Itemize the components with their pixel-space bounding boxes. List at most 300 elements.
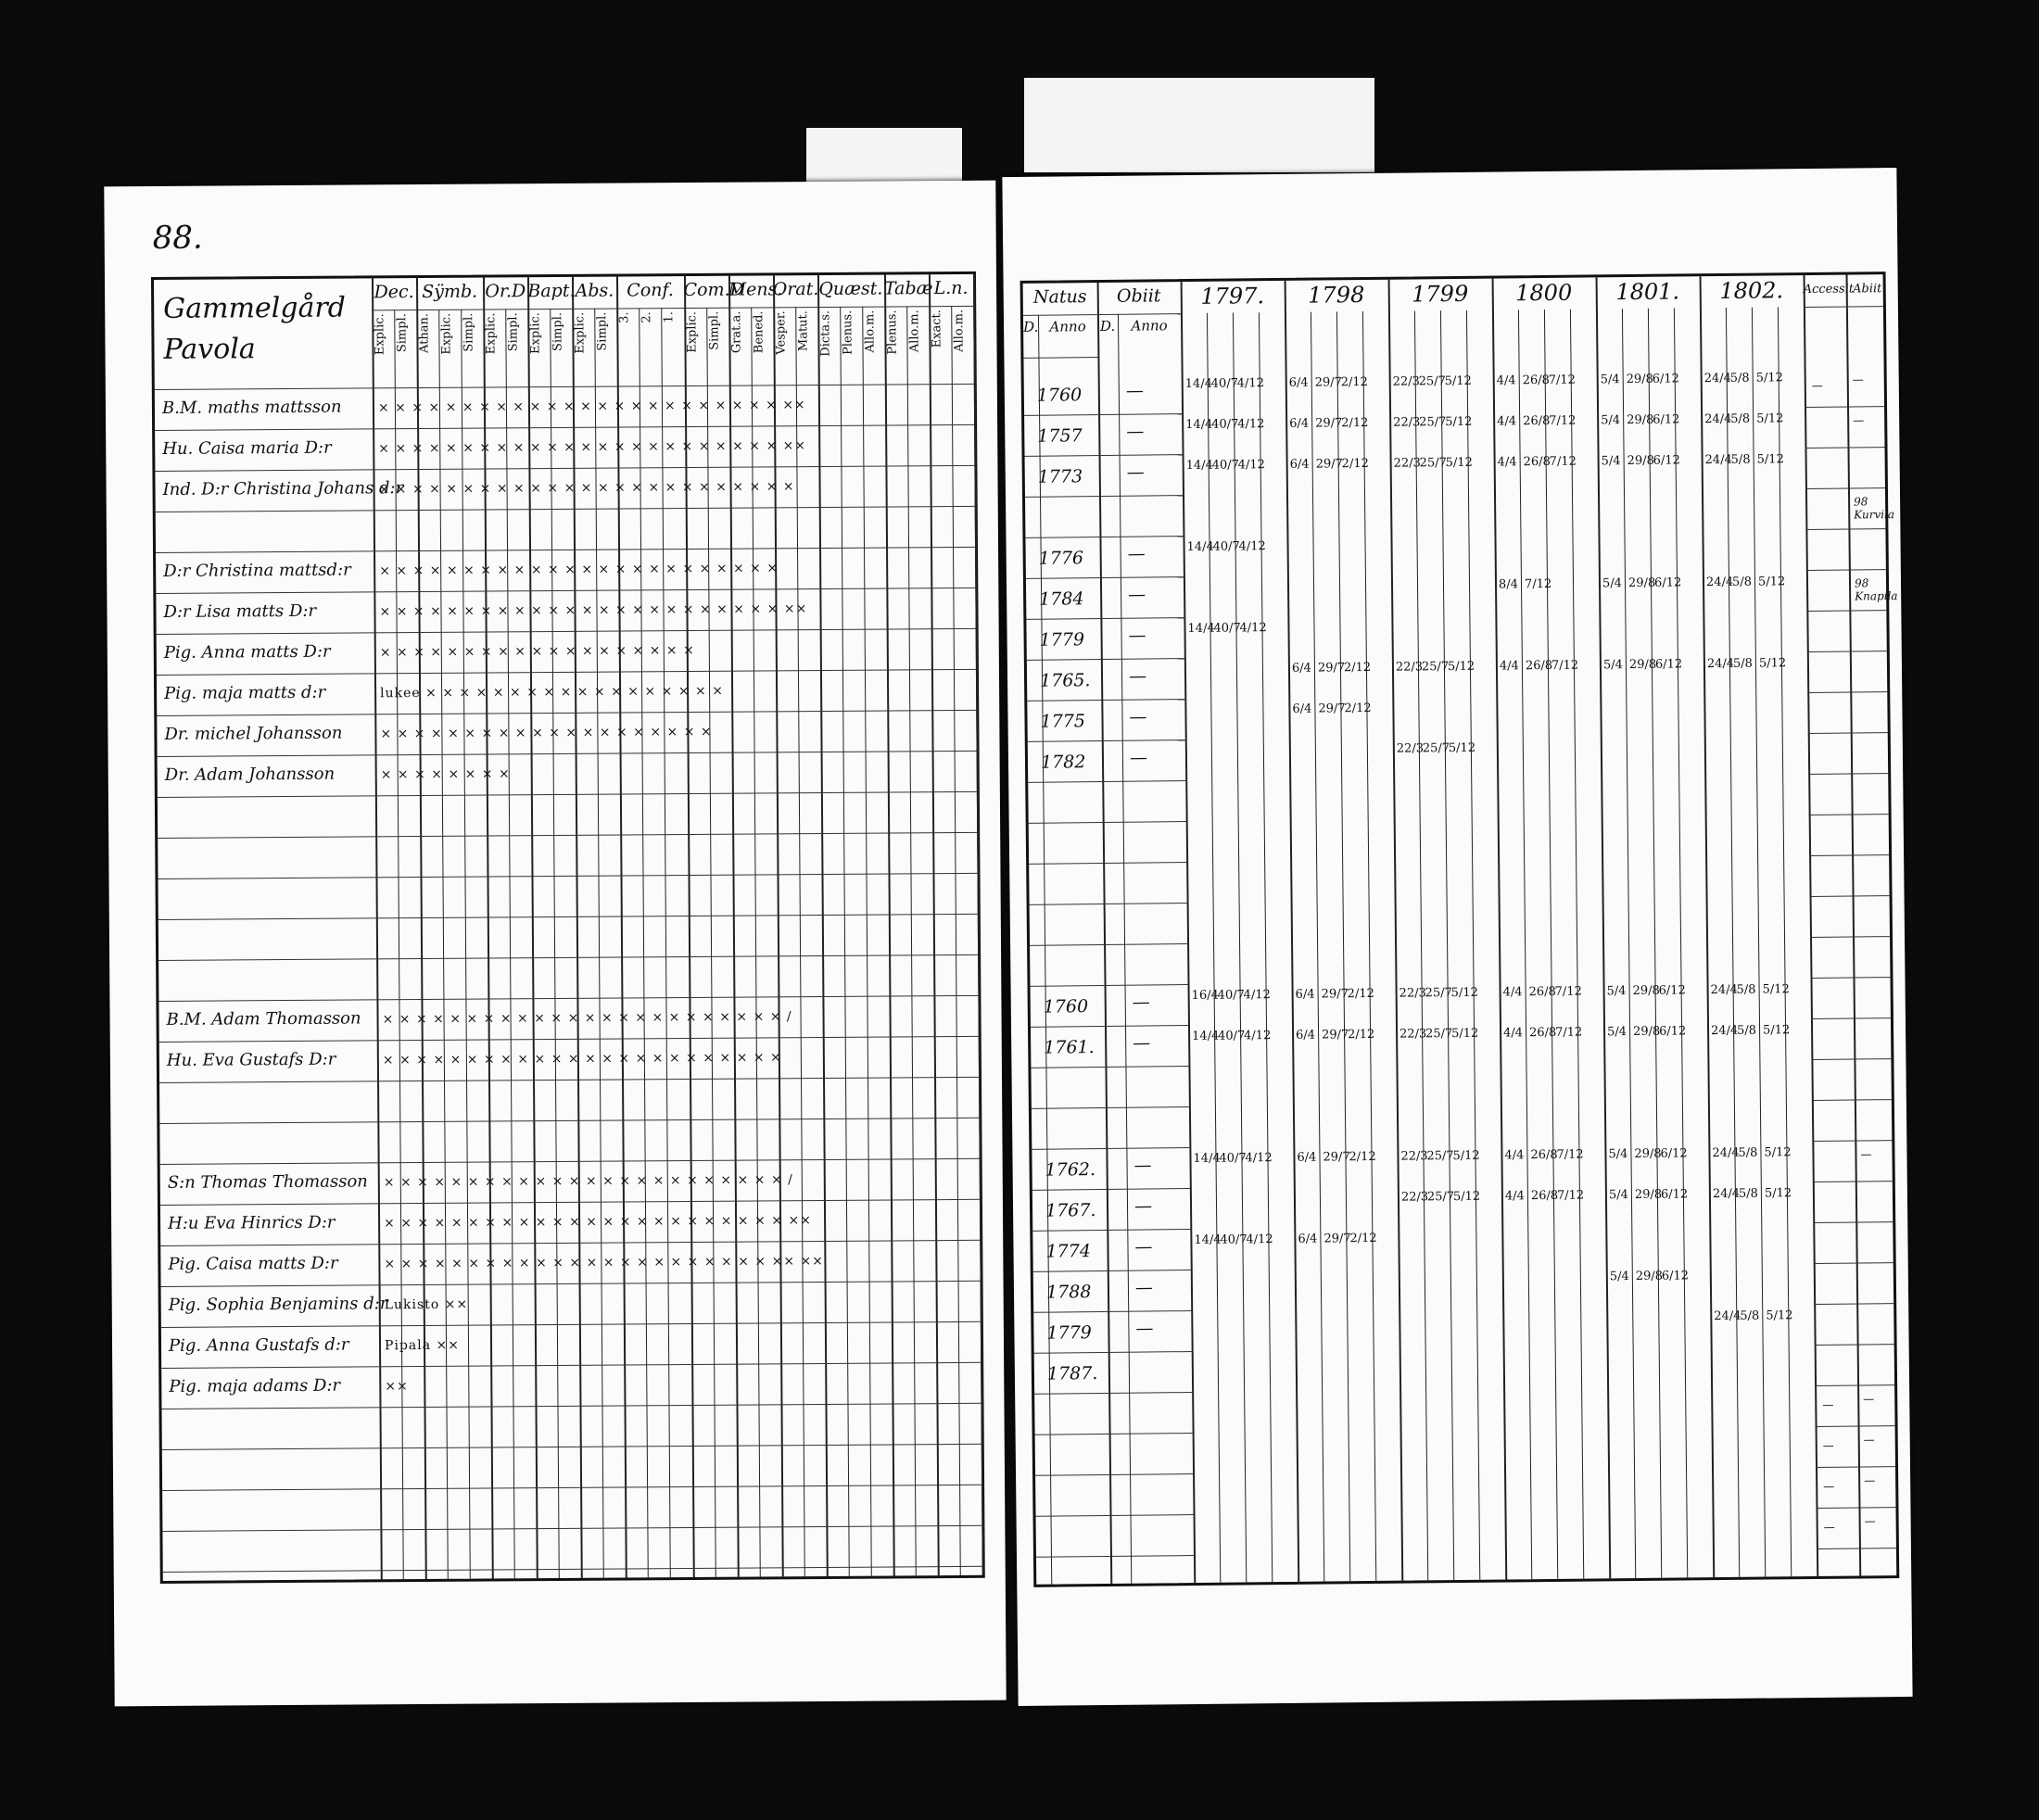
person-name: Ind. D:r Christina Johans d:r	[162, 478, 404, 499]
exam-fraction: 5/12	[1445, 455, 1473, 471]
row-line	[158, 751, 977, 757]
exam-fraction: 5/8	[1736, 982, 1756, 997]
exam-fraction: 4/12	[1245, 1151, 1273, 1166]
catechism-marks: × × × × × × × × × × × × × × × × × × × × × × × × /	[382, 1009, 792, 1028]
column-subheader: Simpl.	[706, 310, 722, 350]
exam-fraction: 4/4	[1503, 1026, 1524, 1041]
exam-fraction: 24/4	[1704, 452, 1732, 468]
exam-fraction: 7/12	[1556, 1147, 1584, 1162]
exam-fraction: 22/3	[1400, 1149, 1428, 1164]
year-sub-divider	[1752, 308, 1766, 1577]
exam-fraction: 25/7	[1426, 1190, 1455, 1205]
column-subheader: Plenus.	[841, 310, 855, 355]
column-subheader: Allo.m.	[863, 310, 878, 353]
exam-fraction: 14/4	[1194, 1232, 1222, 1247]
column-header-10: Quæst.	[818, 278, 883, 299]
row-line	[161, 1321, 981, 1328]
column-subheader: Bened.	[751, 310, 766, 354]
exam-fraction: 7/12	[1555, 1025, 1583, 1040]
exam-fraction: 29/8	[1632, 983, 1660, 999]
abiit-entry	[1854, 536, 1911, 537]
exam-fraction: 5/12	[1450, 985, 1478, 1001]
year-sub-divider	[1259, 312, 1273, 1582]
row-line	[1028, 739, 1185, 742]
abiit-entry	[1857, 862, 1915, 863]
person-name: D:r Christina mattsd:r	[163, 560, 351, 581]
year-sub-divider	[1311, 312, 1324, 1582]
column-divider	[616, 277, 627, 1578]
exam-fraction: 5/4	[1601, 454, 1621, 469]
row-line	[1811, 1017, 1891, 1019]
column-subheader: Matut.	[795, 310, 811, 352]
exam-fraction: 6/12	[1653, 453, 1680, 468]
year-sub-divider	[1414, 310, 1428, 1580]
exam-fraction: 26/8	[1529, 1025, 1557, 1041]
catechism-marks: × × × × × × × × × × × × × × × × × × × × × × × × ××	[378, 438, 807, 457]
person-name: D:r Lisa matts D:r	[163, 600, 317, 622]
row-line	[1031, 1025, 1188, 1028]
catechism-marks: × × × × × × × ×	[380, 766, 511, 783]
abiit-entry	[1858, 943, 1916, 944]
exam-fraction: 40/7	[1220, 1232, 1247, 1247]
death-year: —	[1134, 1277, 1154, 1298]
exam-fraction: 6/4	[1289, 416, 1310, 431]
birth-year: 1760	[1043, 996, 1089, 1017]
row-line	[1809, 814, 1889, 815]
exam-fraction: 5/12	[1448, 740, 1476, 756]
exam-fraction: 14/4	[1187, 621, 1215, 637]
row-line	[1815, 1344, 1894, 1346]
exam-fraction: 29/8	[1627, 575, 1656, 591]
catechism-marks: Lukisto ××	[384, 1296, 469, 1313]
column-divider	[973, 274, 984, 1575]
exam-fraction: 5/12	[1452, 1189, 1481, 1205]
exam-fraction: 7/12	[1549, 413, 1577, 428]
year-divider	[1700, 276, 1716, 1577]
sub-divider	[751, 308, 761, 1577]
column-subheader: Explic.	[439, 312, 454, 355]
exam-fraction: 25/7	[1426, 1149, 1454, 1164]
sub-divider	[906, 306, 917, 1575]
death-year: —	[1126, 461, 1145, 483]
exam-fraction: 2/12	[1349, 1231, 1377, 1246]
exam-fraction: 2/12	[1340, 374, 1369, 390]
exam-fraction: 6/4	[1291, 661, 1311, 676]
exam-fraction: 29/7	[1322, 1028, 1349, 1043]
row-line	[155, 465, 974, 472]
header-bottom-line	[1023, 357, 1097, 359]
row-line	[160, 1158, 980, 1165]
exam-fraction: 22/3	[1400, 1190, 1429, 1205]
exam-fraction: 25/7	[1418, 374, 1447, 389]
accessit-entry: —	[1822, 1397, 1834, 1411]
person-name	[167, 1131, 375, 1132]
accessit-header-line	[1804, 306, 1883, 308]
exam-fraction: 2/12	[1341, 415, 1369, 431]
exam-fraction: 4/4	[1499, 659, 1519, 674]
accessit-entry: —	[1822, 1438, 1834, 1452]
row-line	[1805, 487, 1885, 489]
column-header-6: Conf.	[627, 280, 674, 301]
row-line	[1029, 821, 1186, 824]
year-divider	[1285, 281, 1300, 1582]
exam-fraction: 4/12	[1243, 988, 1271, 1003]
row-line	[157, 669, 976, 676]
exam-fraction: 29/7	[1317, 661, 1346, 676]
row-line	[1811, 1058, 1891, 1060]
row-line	[1033, 1310, 1191, 1313]
exam-fraction: 14/4	[1186, 539, 1214, 555]
death-year: —	[1127, 584, 1146, 605]
left-register-table	[151, 272, 985, 1584]
birth-year: 1788	[1045, 1282, 1092, 1303]
abiit-entry	[1859, 1066, 1917, 1067]
row-line	[1032, 1147, 1189, 1150]
column-header-5: Abs.	[575, 280, 614, 301]
row-line	[1034, 1392, 1192, 1395]
person-name: Hu. Caisa maria D:r	[162, 437, 332, 459]
person-name: H:u Eva Hinrics D:r	[168, 1212, 336, 1233]
row-line	[1027, 699, 1184, 701]
exam-fraction: 25/7	[1419, 456, 1447, 471]
death-year: —	[1133, 1155, 1152, 1176]
exam-fraction: 29/7	[1318, 701, 1346, 716]
catechism-marks: × × × × × × × × × × × × × × × × × × × × × × × ×	[382, 1050, 782, 1068]
row-line	[159, 1036, 979, 1043]
column-subheader: Simpl.	[595, 311, 610, 351]
person-name	[166, 967, 374, 969]
birth-year: 1773	[1037, 466, 1083, 487]
row-line	[1025, 454, 1183, 457]
row-line	[1032, 1229, 1190, 1232]
sub-divider	[595, 309, 605, 1578]
abiit-entry: —	[1863, 1433, 1875, 1447]
year-sub-divider	[1466, 310, 1480, 1580]
column-subheader: Simpl.	[395, 313, 410, 353]
exam-fraction: 5/12	[1451, 1026, 1479, 1042]
exam-fraction: 26/8	[1530, 1147, 1558, 1163]
person-name: Pig. maja matts d:r	[164, 682, 326, 703]
row-line	[1024, 413, 1182, 416]
death-year: —	[1133, 1195, 1153, 1217]
accessit-header: Accessit	[1803, 282, 1855, 297]
right-register-table	[1020, 272, 1900, 1587]
exam-fraction: 5/8	[1738, 1186, 1758, 1201]
column-header-3: Or.D	[485, 281, 526, 302]
row-line	[1036, 1555, 1194, 1558]
exam-fraction: 4/4	[1496, 373, 1516, 388]
exam-fraction: 7/12	[1551, 658, 1579, 673]
birth-year: 1782	[1040, 752, 1086, 773]
exam-fraction: 4/12	[1238, 539, 1266, 554]
column-subheader: Allo.m.	[952, 309, 967, 352]
abiit-entry	[1860, 1106, 1918, 1107]
row-line	[1812, 1140, 1892, 1142]
obiit-divider	[1181, 282, 1197, 1583]
row-line	[1805, 528, 1885, 530]
row-line	[159, 1118, 979, 1124]
accessit-entry: —	[1823, 1520, 1835, 1534]
catechism-marks: × × × × × × × × × × × × × × × × × × × × × × × × ××	[384, 1213, 812, 1232]
row-line	[1816, 1466, 1895, 1468]
exam-fraction: 6/12	[1659, 1024, 1687, 1039]
abiit-entry: —	[1853, 413, 1865, 427]
row-line	[1030, 903, 1187, 905]
row-line	[163, 1566, 982, 1573]
exam-fraction: 26/8	[1523, 413, 1551, 429]
birth-year: 1760	[1036, 385, 1083, 406]
exam-fraction: 40/7	[1219, 1151, 1247, 1166]
exam-fraction: 5/12	[1445, 414, 1473, 430]
exam-fraction: 5/4	[1606, 984, 1627, 999]
header-bottom-line	[155, 384, 974, 390]
exam-fraction: 6/12	[1652, 372, 1679, 386]
exam-fraction: 6/4	[1292, 701, 1312, 716]
column-divider	[817, 275, 829, 1576]
exam-fraction: 14/4	[1185, 417, 1213, 433]
catechism-marks: × × × × × × × × × × × × × × × × × × × × × × × × ××	[377, 398, 806, 416]
exam-fraction: 22/3	[1399, 1027, 1427, 1042]
column-header-1: Dec.	[374, 282, 414, 303]
exam-fraction: 4/4	[1502, 985, 1523, 1000]
obiit-d-header: D.	[1099, 317, 1116, 335]
farm-name-line: Gammelgård	[163, 291, 347, 325]
row-line	[1810, 936, 1890, 938]
year-header-5: 1801.	[1615, 278, 1680, 306]
abiit-entry	[1857, 821, 1915, 822]
row-line	[162, 1525, 982, 1532]
catechism-marks: × × × × × × × × × × × × × × × × × × × × × × × × /	[383, 1172, 793, 1191]
column-divider	[572, 277, 583, 1578]
exam-fraction: 24/4	[1712, 1186, 1741, 1202]
year-sub-divider	[1518, 310, 1532, 1579]
year-divider	[1804, 275, 1819, 1576]
birth-year: 1757	[1037, 425, 1083, 447]
catechism-marks: × × × × × × × × × × × × × × × × × × × ×	[380, 724, 713, 742]
exam-fraction: 29/8	[1635, 1269, 1664, 1284]
exam-fraction: 29/7	[1315, 416, 1343, 431]
exam-fraction: 40/7	[1211, 458, 1239, 473]
year-sub-divider	[1570, 310, 1584, 1579]
person-name	[165, 804, 374, 806]
death-year: —	[1129, 747, 1148, 768]
exam-fraction: 6/4	[1298, 1232, 1318, 1246]
exam-fraction: 7/12	[1556, 1188, 1585, 1203]
exam-fraction: 29/8	[1634, 1187, 1663, 1203]
column-subheader: Exact.	[930, 310, 944, 348]
year-sub-divider	[1726, 308, 1740, 1577]
row-line	[157, 628, 976, 635]
abiit-entry	[1854, 454, 1911, 455]
abiit-entry	[1855, 617, 1912, 618]
year-sub-divider	[1648, 309, 1662, 1578]
row-line	[1813, 1181, 1893, 1182]
exam-fraction: 5/12	[1758, 656, 1787, 671]
death-year: —	[1128, 665, 1147, 687]
exam-fraction: 26/8	[1528, 984, 1556, 1000]
row-line	[160, 1199, 980, 1206]
abiit-entry: —	[1852, 373, 1864, 386]
row-line	[1030, 943, 1187, 946]
row-line	[158, 873, 978, 879]
birth-year: 1762.	[1045, 1159, 1096, 1181]
exam-fraction: 26/8	[1522, 373, 1550, 388]
exam-fraction: 29/8	[1628, 657, 1657, 673]
row-line	[1810, 895, 1890, 897]
right-page	[1002, 168, 1912, 1706]
obiit-header: Obiit	[1116, 285, 1161, 307]
sub-divider	[438, 310, 449, 1579]
exam-fraction: 22/3	[1392, 374, 1421, 389]
natus-d-header: D.	[1022, 318, 1039, 335]
column-header-9: Orat.	[772, 278, 819, 300]
column-subheader: Explic.	[528, 312, 543, 355]
exam-fraction: 40/7	[1213, 621, 1241, 636]
column-divider	[416, 278, 427, 1579]
person-name: S:n Thomas Thomasson	[167, 1171, 368, 1193]
column-subheader: 1.	[662, 311, 677, 323]
exam-fraction: 5/8	[1740, 1308, 1760, 1323]
row-line	[158, 832, 977, 839]
exam-fraction: 2/12	[1347, 986, 1374, 1002]
birth-year: 1761.	[1044, 1037, 1095, 1058]
column-header-11: Tabæ	[883, 278, 933, 299]
death-year: —	[1128, 625, 1146, 646]
exam-fraction: 5/4	[1609, 1270, 1629, 1284]
exam-fraction: 5/12	[1764, 1186, 1792, 1201]
column-header-4: Bapt.	[527, 280, 576, 302]
year-header-2: 1798	[1308, 282, 1365, 309]
abiit-entry: —	[1860, 1147, 1872, 1161]
column-subheader: Explic.	[373, 313, 387, 356]
abiit-entry	[1859, 1025, 1917, 1026]
exam-fraction: 4/12	[1236, 376, 1265, 391]
exam-fraction: 5/8	[1732, 656, 1753, 671]
exam-fraction: 4/12	[1237, 417, 1265, 432]
birth-year: 1784	[1039, 588, 1084, 610]
sub-divider	[505, 309, 515, 1578]
exam-fraction: 4/12	[1244, 1029, 1272, 1043]
death-year: —	[1129, 706, 1147, 727]
exam-fraction: 4/4	[1504, 1148, 1525, 1163]
natus-anno-header: Anno	[1049, 318, 1086, 335]
row-line	[157, 710, 976, 716]
exam-fraction: 4/4	[1504, 1189, 1525, 1204]
column-subheader: Explic.	[684, 310, 700, 353]
exam-fraction: 26/8	[1523, 454, 1551, 470]
row-line	[1806, 569, 1886, 571]
exam-fraction: 6/12	[1661, 1269, 1690, 1283]
exam-fraction: 5/12	[1757, 575, 1786, 589]
exam-fraction: 29/7	[1314, 375, 1343, 390]
exam-fraction: 6/4	[1297, 1150, 1317, 1165]
row-line	[1031, 984, 1188, 987]
death-year: —	[1134, 1236, 1153, 1258]
exam-fraction: 4/4	[1497, 414, 1517, 429]
exam-fraction: 24/4	[1706, 656, 1735, 672]
exam-fraction: 24/4	[1714, 1308, 1741, 1324]
person-name	[170, 1457, 378, 1459]
exam-fraction: 29/8	[1634, 1146, 1662, 1162]
person-name: B.M. maths mattsson	[161, 397, 342, 418]
column-divider	[527, 277, 538, 1578]
column-subheader: Simpl.	[506, 312, 521, 352]
catechism-marks: × × × × × × × × × × × × × × × × × × × × × × × × ××	[379, 601, 808, 620]
catechism-marks: × × × × × × × × × × × × × × × × × × × × × × × × ×	[378, 479, 795, 498]
person-name	[170, 1538, 378, 1540]
row-line	[1807, 651, 1887, 652]
exam-fraction: 7/12	[1549, 454, 1577, 469]
column-subheader: Explic.	[484, 312, 499, 355]
exam-fraction: 4/12	[1237, 458, 1265, 473]
row-line	[1805, 406, 1884, 408]
column-header-2: Sÿmb.	[422, 281, 478, 302]
header-title-line	[1023, 313, 1181, 316]
person-name	[167, 1090, 375, 1092]
row-line	[1029, 862, 1186, 865]
exam-fraction: 24/4	[1704, 411, 1732, 427]
column-subheader: Dicta.s.	[817, 310, 833, 357]
abiit-entry	[1861, 1188, 1919, 1189]
sub-divider	[862, 307, 872, 1576]
column-subheader: Plenus.	[885, 310, 900, 355]
abiit-entry	[1856, 739, 1914, 740]
abiit-entry	[1862, 1310, 1919, 1311]
birth-year: 1775	[1040, 711, 1086, 732]
column-subheader: Simpl.	[462, 312, 476, 352]
exam-fraction: 6/12	[1660, 1146, 1688, 1161]
column-subheader: Athan.	[417, 312, 432, 354]
column-subheader: Simpl.	[551, 311, 565, 352]
birth-year: 1787.	[1046, 1363, 1098, 1384]
sub-divider	[640, 308, 650, 1577]
exam-fraction: 25/7	[1425, 1027, 1453, 1042]
exam-fraction: 5/12	[1766, 1308, 1793, 1323]
exam-fraction: 5/8	[1729, 371, 1750, 385]
row-line	[1028, 780, 1185, 783]
year-divider	[1388, 280, 1404, 1581]
year-sub-divider	[1440, 310, 1454, 1580]
exam-fraction: 2/12	[1343, 660, 1372, 676]
birth-year: 1779	[1039, 629, 1085, 651]
exam-fraction: 29/7	[1323, 1150, 1350, 1165]
exam-fraction: 5/4	[1602, 658, 1623, 673]
year-divider	[1492, 279, 1508, 1580]
exam-fraction: 40/7	[1217, 988, 1245, 1003]
exam-fraction: 16/4	[1191, 988, 1219, 1004]
row-line	[1810, 977, 1890, 979]
exam-fraction: 14/4	[1193, 1151, 1221, 1166]
row-line	[161, 1362, 981, 1369]
person-name: Pig. Caisa matts D:r	[168, 1253, 338, 1274]
exam-fraction: 5/12	[1762, 1023, 1791, 1038]
farm-name-line: Pavola	[163, 333, 256, 366]
year-sub-divider	[1336, 311, 1350, 1581]
row-line	[158, 954, 978, 961]
year-sub-divider	[1207, 313, 1221, 1583]
exam-fraction: 14/4	[1185, 458, 1213, 474]
abiit-entry: 98 Kurvila	[1854, 495, 1895, 522]
birth-year: 1776	[1038, 548, 1084, 569]
exam-fraction: 5/12	[1764, 1145, 1792, 1160]
exam-fraction: 40/7	[1211, 417, 1239, 432]
exam-fraction: 2/12	[1348, 1027, 1375, 1043]
row-line	[158, 791, 977, 798]
catechism-marks: × × × × × × × × × × × × × × × × × × × × × × × ×	[379, 561, 779, 579]
paper-tab-large	[1024, 78, 1374, 172]
exam-fraction: 29/8	[1626, 372, 1653, 387]
column-subheader: Explic.	[573, 311, 588, 354]
